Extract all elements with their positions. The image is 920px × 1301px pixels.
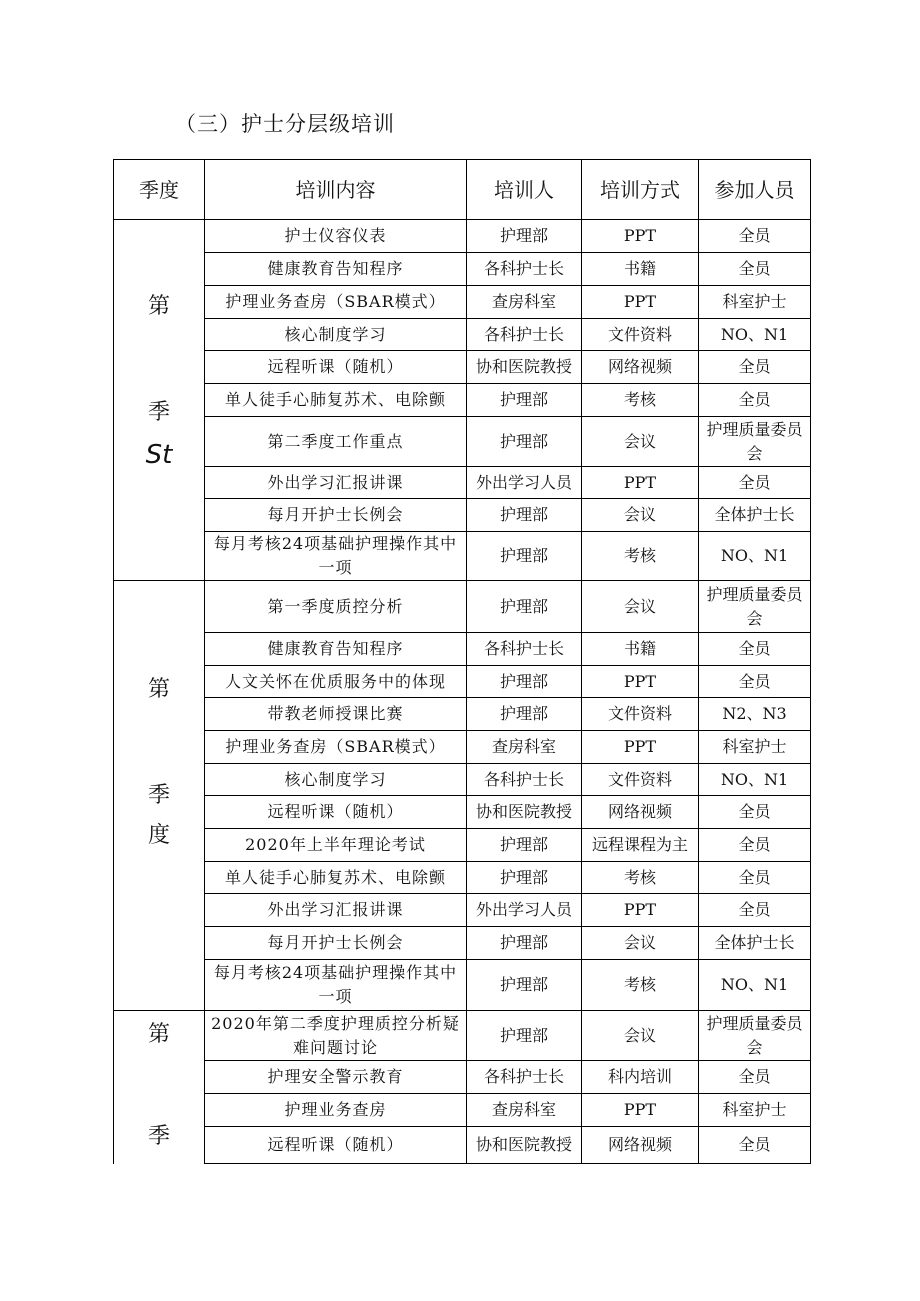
participants-cell: 全体护士长 [699, 927, 811, 960]
method-cell: 会议 [582, 1011, 699, 1061]
content-cell: 远程听课（随机） [205, 1127, 467, 1164]
method-cell: 会议 [582, 417, 699, 467]
participants-cell: NO、N1 [699, 764, 811, 796]
participants-cell: 全员 [699, 862, 811, 894]
table-row [114, 862, 811, 894]
participants-cell: NO、N1 [699, 960, 811, 1011]
participants-cell: 全员 [699, 351, 811, 384]
method-cell: 会议 [582, 499, 699, 532]
season-char: 季 [147, 1124, 170, 1149]
table-row [114, 960, 811, 1011]
participants-cell: 全员 [699, 894, 811, 927]
trainer-cell: 护理部 [467, 581, 582, 633]
method-cell: PPT [582, 1094, 699, 1127]
participants-cell: N2、N3 [699, 698, 811, 731]
method-cell: 科内培训 [582, 1061, 699, 1094]
method-cell: 书籍 [582, 633, 699, 666]
method-cell: 文件资料 [582, 319, 699, 351]
participants-cell: NO、N1 [699, 532, 811, 581]
trainer-cell: 协和医院教授 [467, 351, 582, 384]
method-cell: 远程课程为主 [582, 829, 699, 862]
method-cell: 网络视频 [582, 1127, 699, 1164]
content-cell: 远程听课（随机） [205, 351, 467, 384]
table-row [114, 532, 811, 581]
content-cell: 核心制度学习 [205, 764, 467, 796]
method-cell: 文件资料 [582, 698, 699, 731]
content-cell: 第二季度工作重点 [205, 417, 467, 467]
table-row [114, 1011, 811, 1061]
season-char: 季 [147, 400, 170, 425]
season-cell [114, 581, 205, 1011]
season-cell [114, 1011, 205, 1164]
method-cell: 考核 [582, 384, 699, 417]
season-char: 季 [147, 783, 170, 808]
method-cell: 文件资料 [582, 764, 699, 796]
table-row [114, 499, 811, 532]
header-participants: 参加人员 [699, 160, 811, 220]
participants-cell: 全员 [699, 1127, 811, 1164]
trainer-cell: 护理部 [467, 220, 582, 253]
content-cell: 护理业务查房 [205, 1094, 467, 1127]
table-row [114, 351, 811, 384]
table-row [114, 253, 811, 286]
trainer-cell: 护理部 [467, 960, 582, 1011]
trainer-cell: 查房科室 [467, 731, 582, 764]
trainer-cell: 护理部 [467, 1011, 582, 1061]
content-cell: 单人徒手心肺复苏术、电除颤 [205, 384, 467, 417]
table-row [114, 666, 811, 698]
section-heading: （三）护士分层级培训 [175, 112, 395, 136]
method-cell: 考核 [582, 960, 699, 1011]
content-cell: 每月考核24项基础护理操作其中一项 [205, 532, 467, 581]
method-cell: PPT [582, 666, 699, 698]
table-row [114, 796, 811, 829]
content-cell: 单人徒手心肺复苏术、电除颤 [205, 862, 467, 894]
method-cell: 考核 [582, 532, 699, 581]
trainer-cell: 查房科室 [467, 1094, 582, 1127]
table-row [114, 220, 811, 253]
trainer-cell: 护理部 [467, 532, 582, 581]
header-trainer: 培训人 [467, 160, 582, 220]
header-season: 季度 [114, 160, 205, 220]
participants-cell: 全体护士长 [699, 499, 811, 532]
content-cell: 健康教育告知程序 [205, 253, 467, 286]
table-row [114, 1127, 811, 1164]
trainer-cell: 护理部 [467, 417, 582, 467]
participants-cell: 科室护士 [699, 1094, 811, 1127]
content-cell: 核心制度学习 [205, 319, 467, 351]
content-cell: 远程听课（随机） [205, 796, 467, 829]
table-row [114, 894, 811, 927]
method-cell: 网络视频 [582, 351, 699, 384]
participants-cell: 科室护士 [699, 731, 811, 764]
trainer-cell: 协和医院教授 [467, 796, 582, 829]
table-row [114, 581, 811, 633]
participants-cell: 护理质量委员会 [699, 417, 811, 467]
header-method: 培训方式 [582, 160, 699, 220]
season-char: St [145, 440, 173, 470]
content-cell: 护士仪容仪表 [205, 220, 467, 253]
method-cell: 会议 [582, 927, 699, 960]
table-row [114, 829, 811, 862]
header-content: 培训内容 [205, 160, 467, 220]
table-row [114, 1061, 811, 1094]
participants-cell: 全员 [699, 253, 811, 286]
trainer-cell: 护理部 [467, 499, 582, 532]
trainer-cell: 查房科室 [467, 286, 582, 319]
trainer-cell: 协和医院教授 [467, 1127, 582, 1164]
trainer-cell: 护理部 [467, 862, 582, 894]
participants-cell: 全员 [699, 220, 811, 253]
content-cell: 护理业务查房（SBAR模式） [205, 286, 467, 319]
trainer-cell: 护理部 [467, 927, 582, 960]
participants-cell: 护理质量委员会 [699, 1011, 811, 1061]
content-cell: 健康教育告知程序 [205, 633, 467, 666]
method-cell: 会议 [582, 581, 699, 633]
season-char: 第 [147, 294, 170, 319]
season-cell [114, 220, 205, 581]
trainer-cell: 外出学习人员 [467, 894, 582, 927]
trainer-cell: 外出学习人员 [467, 467, 582, 499]
content-cell: 护理业务查房（SBAR模式） [205, 731, 467, 764]
table-row [114, 698, 811, 731]
trainer-cell: 各科护士长 [467, 633, 582, 666]
trainer-cell: 各科护士长 [467, 319, 582, 351]
participants-cell: 科室护士 [699, 286, 811, 319]
header-row [114, 160, 811, 220]
trainer-cell: 护理部 [467, 698, 582, 731]
participants-cell: 全员 [699, 467, 811, 499]
season-char: 第 [147, 1022, 170, 1047]
content-cell: 2020年上半年理论考试 [205, 829, 467, 862]
training-table [113, 159, 811, 1164]
method-cell: PPT [582, 894, 699, 927]
table-row [114, 417, 811, 467]
participants-cell: 全员 [699, 384, 811, 417]
trainer-cell: 各科护士长 [467, 764, 582, 796]
method-cell: PPT [582, 731, 699, 764]
participants-cell: 全员 [699, 666, 811, 698]
table-row [114, 467, 811, 499]
table-row [114, 384, 811, 417]
participants-cell: NO、N1 [699, 319, 811, 351]
table-row [114, 286, 811, 319]
trainer-cell: 各科护士长 [467, 253, 582, 286]
content-cell: 每月考核24项基础护理操作其中一项 [205, 960, 467, 1011]
participants-cell: 全员 [699, 796, 811, 829]
content-cell: 每月开护士长例会 [205, 927, 467, 960]
method-cell: PPT [582, 467, 699, 499]
season-char: 第 [147, 677, 170, 702]
participants-cell: 全员 [699, 633, 811, 666]
content-cell: 人文关怀在优质服务中的体现 [205, 666, 467, 698]
method-cell: PPT [582, 220, 699, 253]
content-cell: 护理安全警示教育 [205, 1061, 467, 1094]
trainer-cell: 护理部 [467, 829, 582, 862]
content-cell: 外出学习汇报讲课 [205, 894, 467, 927]
participants-cell: 护理质量委员会 [699, 581, 811, 633]
method-cell: 书籍 [582, 253, 699, 286]
trainer-cell: 护理部 [467, 666, 582, 698]
participants-cell: 全员 [699, 829, 811, 862]
content-cell: 带教老师授课比赛 [205, 698, 467, 731]
participants-cell: 全员 [699, 1061, 811, 1094]
table-row [114, 764, 811, 796]
content-cell: 外出学习汇报讲课 [205, 467, 467, 499]
table-row [114, 1094, 811, 1127]
season-char: 度 [147, 823, 170, 848]
content-cell: 第一季度质控分析 [205, 581, 467, 633]
method-cell: PPT [582, 286, 699, 319]
table-row [114, 731, 811, 764]
content-cell: 2020年第二季度护理质控分析疑难问题讨论 [205, 1011, 467, 1061]
trainer-cell: 各科护士长 [467, 1061, 582, 1094]
trainer-cell: 护理部 [467, 384, 582, 417]
method-cell: 考核 [582, 862, 699, 894]
table-row [114, 633, 811, 666]
content-cell: 每月开护士长例会 [205, 499, 467, 532]
method-cell: 网络视频 [582, 796, 699, 829]
table-row [114, 319, 811, 351]
table-row [114, 927, 811, 960]
